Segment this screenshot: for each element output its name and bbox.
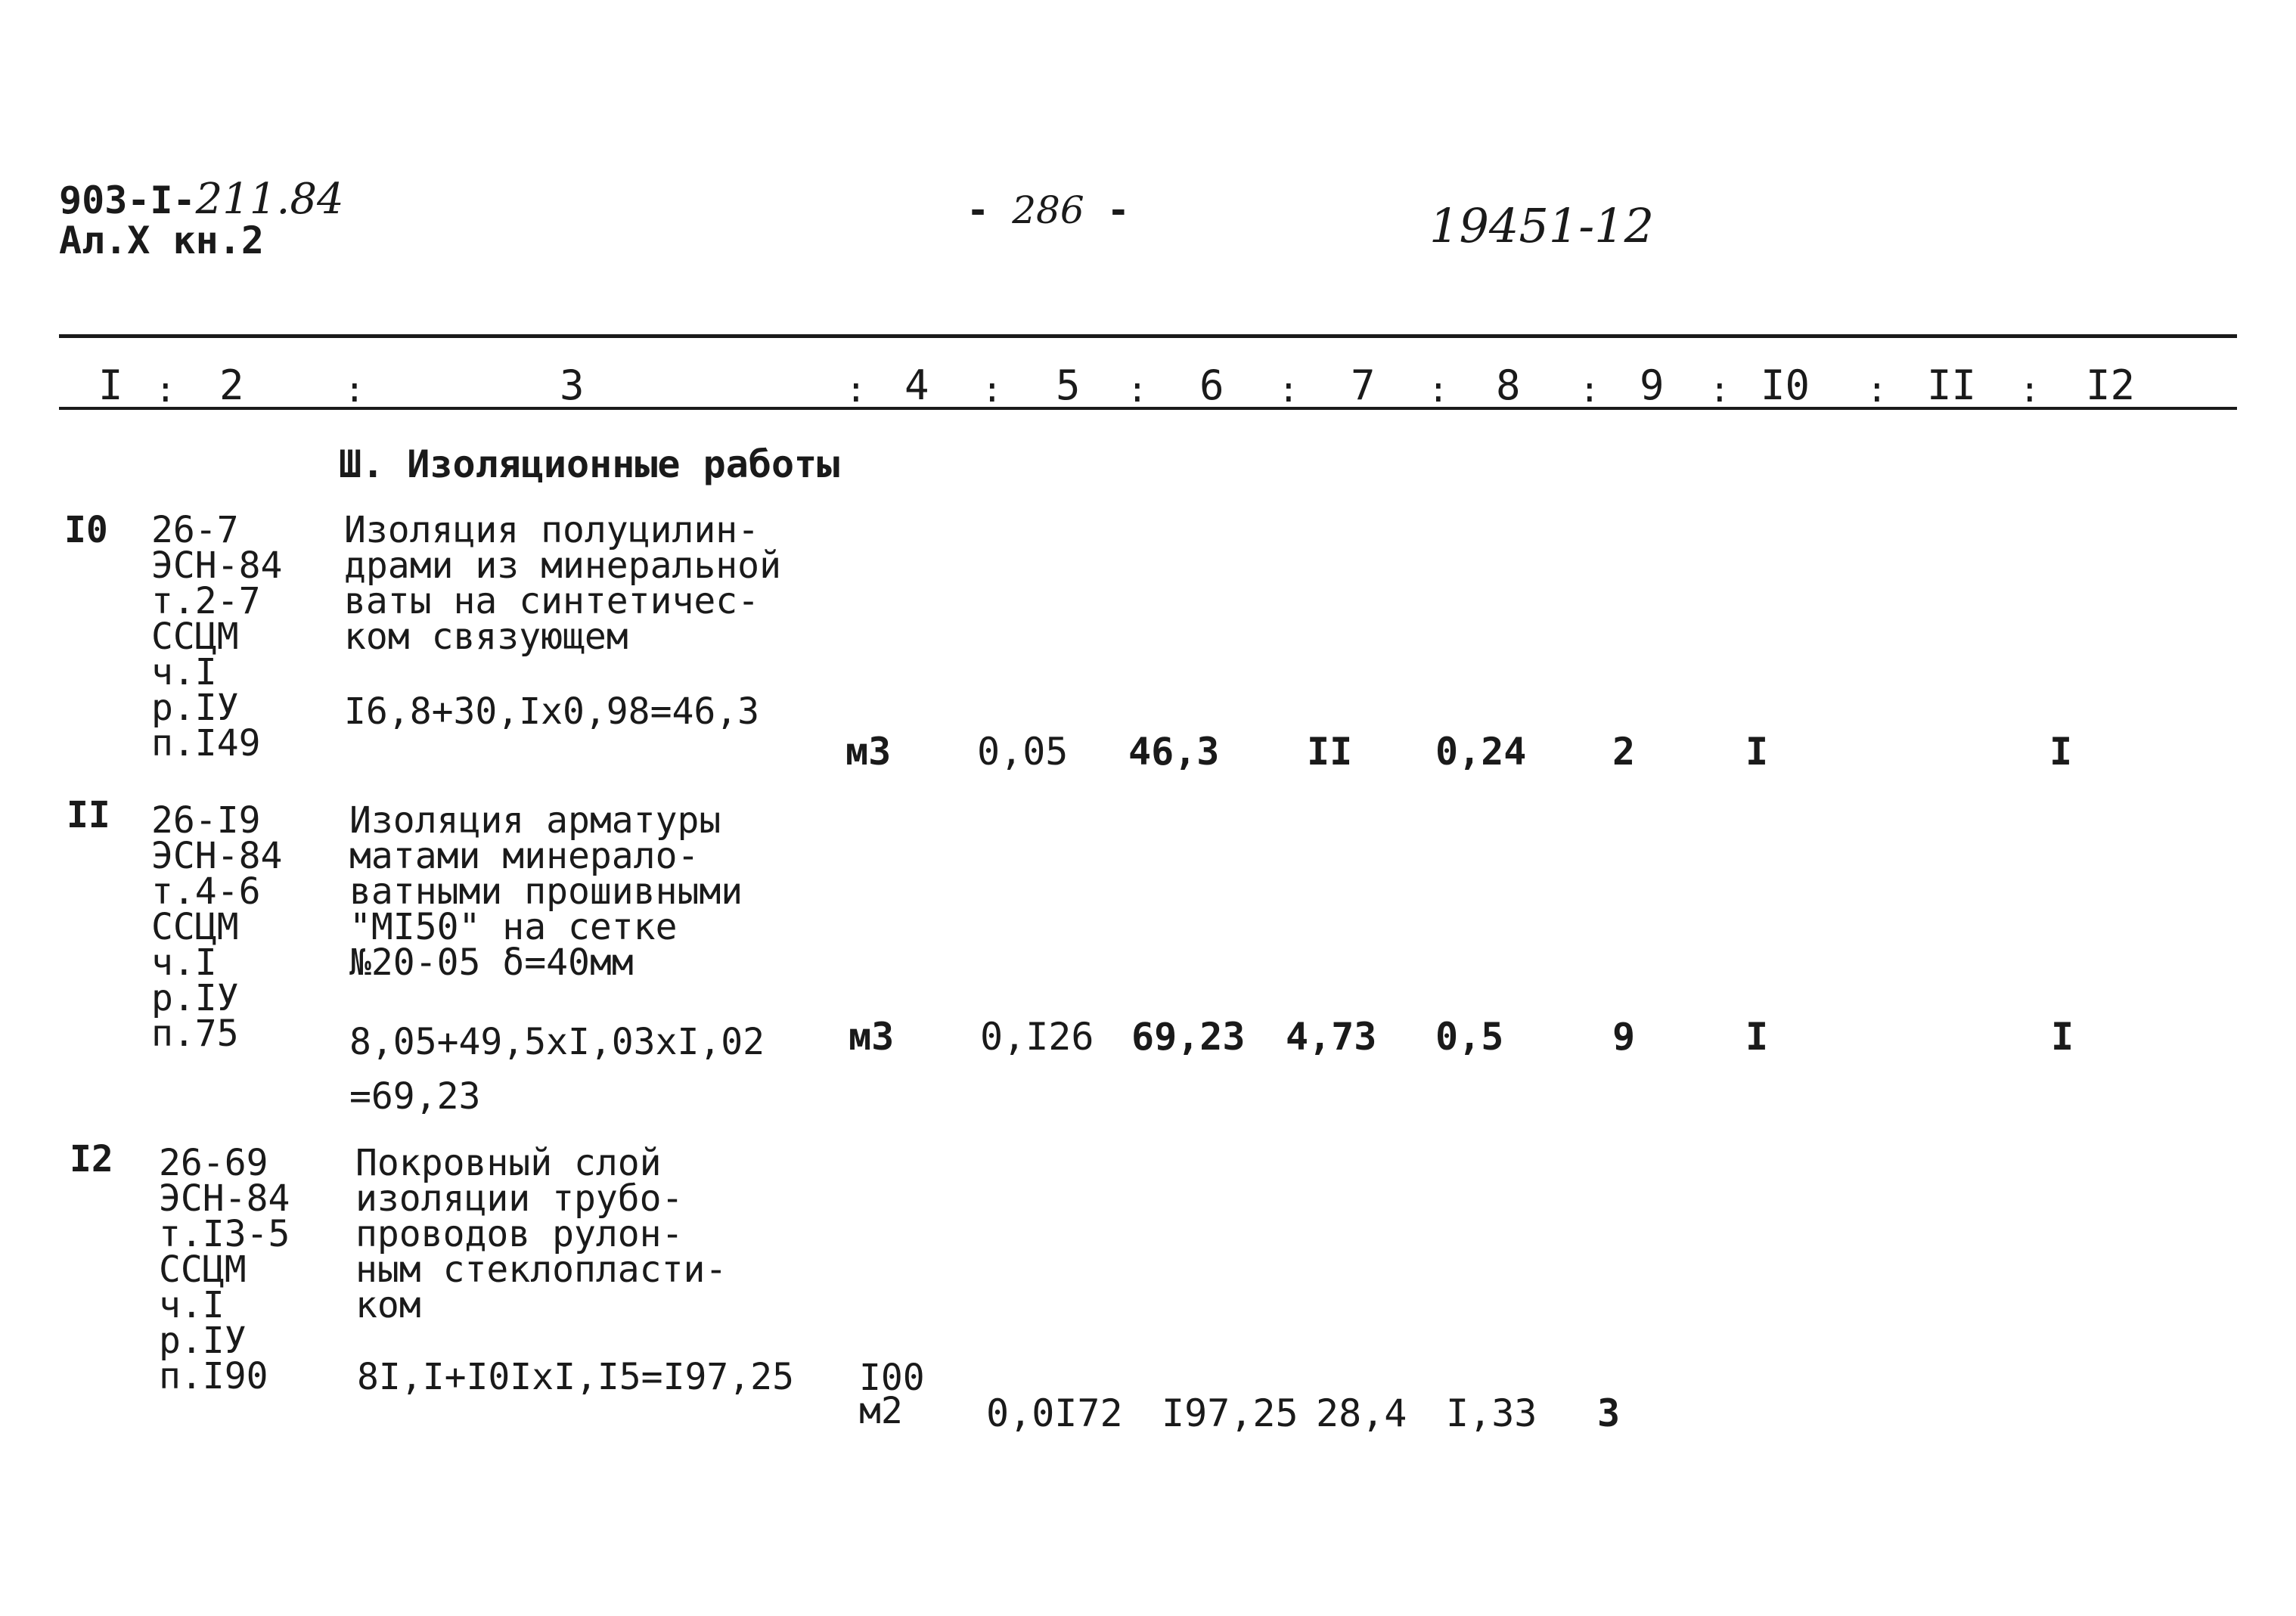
column-header-7: 7 [1351, 361, 1376, 409]
page-number [966, 188, 1130, 232]
row-col8: 0,5 [1435, 1015, 1504, 1059]
column-header-9: 9 [1640, 361, 1665, 409]
row-code: 26-69 ЭСН-84 т.I3-5 ССЦМ ч.I р.IУ п.I90 [159, 1142, 290, 1397]
column-header-2: 2 [219, 361, 244, 409]
row-formula: 8I,I+I0IxI,I5=I97,25 [357, 1356, 794, 1398]
column-separator: : [1278, 369, 1299, 410]
row-description: Покровный слой изоляции трубо- проводов рулон- ным стеклопласти- ком [355, 1142, 728, 1326]
column-separator: : [1127, 369, 1148, 410]
column-header-8: 8 [1496, 361, 1521, 409]
row-col6: I97,25 [1162, 1391, 1298, 1435]
row-formula: 8,05+49,5xI,03xI,02 =69,23 [349, 1021, 765, 1118]
row-unit: м3 [849, 1015, 895, 1059]
column-separator: : [845, 369, 867, 410]
row-col5: 0,I26 [980, 1015, 1094, 1059]
row-col9: 3 [1597, 1391, 1621, 1435]
column-header-12: I2 [2086, 361, 2136, 409]
row-col10: I [1745, 730, 1769, 774]
column-separator: : [1428, 369, 1449, 410]
row-col12: I [2051, 1015, 2074, 1059]
document-number: 19451-12 [1429, 198, 1655, 253]
row-col8: I,33 [1446, 1391, 1537, 1435]
page-number-value: 286 [1012, 188, 1084, 232]
column-separator: : [1709, 369, 1730, 410]
row-col12: I [2049, 730, 2073, 774]
page-dash-left: - [966, 188, 990, 232]
row-col8: 0,24 [1435, 730, 1527, 774]
document-code-printed: 903-I- [59, 178, 196, 222]
column-header-1: I [98, 361, 123, 409]
row-number: II [67, 794, 110, 836]
volume-label: Ал.X кн.2 [59, 219, 264, 262]
row-unit: м3 [845, 730, 892, 774]
column-header-3: 3 [560, 361, 585, 409]
column-header-5: 5 [1056, 361, 1081, 409]
row-col6: 46,3 [1128, 730, 1220, 774]
column-header-4: 4 [904, 361, 929, 409]
row-formula: I6,8+30,Ix0,98=46,3 [344, 690, 760, 733]
row-code: 26-I9 ЭСН-84 т.4-6 ССЦМ ч.I р.IУ п.75 [151, 799, 283, 1055]
top-rule [59, 334, 2237, 338]
column-header-11: II [1927, 361, 1977, 409]
column-separator: : [2019, 369, 2040, 410]
row-col10: I [1745, 1015, 1769, 1059]
row-col7: 4,73 [1286, 1015, 1377, 1059]
column-separator: : [982, 369, 1003, 410]
column-separator: : [1579, 369, 1600, 410]
row-col9: 9 [1612, 1015, 1636, 1059]
row-col5: 0,0I72 [986, 1391, 1123, 1435]
column-header-10: I0 [1761, 361, 1810, 409]
column-header-6: 6 [1199, 361, 1224, 409]
header-underline-rule [59, 407, 2237, 410]
row-number: I2 [70, 1138, 113, 1180]
row-col7: 28,4 [1316, 1391, 1407, 1435]
row-col7: II [1307, 730, 1353, 774]
column-separator: : [155, 369, 176, 410]
row-col9: 2 [1612, 730, 1636, 774]
row-code: 26-7 ЭСН-84 т.2-7 ССЦМ ч.I р.IУ п.I49 [151, 509, 283, 765]
section-title: Ш. Изоляционные работы [339, 442, 840, 486]
row-unit: I00 м2 [859, 1357, 925, 1432]
column-separator: : [344, 369, 365, 410]
row-col6: 69,23 [1131, 1015, 1246, 1059]
row-col5: 0,05 [977, 730, 1069, 774]
row-description: Изоляция арматуры матами минерало- ватными прошивными "МI50" на сетке №20-05 δ=40мм [349, 799, 743, 984]
page-dash-right: - [1106, 188, 1130, 232]
document-code-handwritten: 211.84 [195, 175, 344, 224]
column-separator: : [1866, 369, 1888, 410]
row-description: Изоляция полуцилин- драми из минеральной ваты на синтетичес- ком связующем [344, 509, 781, 658]
document-code [59, 175, 344, 224]
row-number: I0 [64, 509, 108, 551]
